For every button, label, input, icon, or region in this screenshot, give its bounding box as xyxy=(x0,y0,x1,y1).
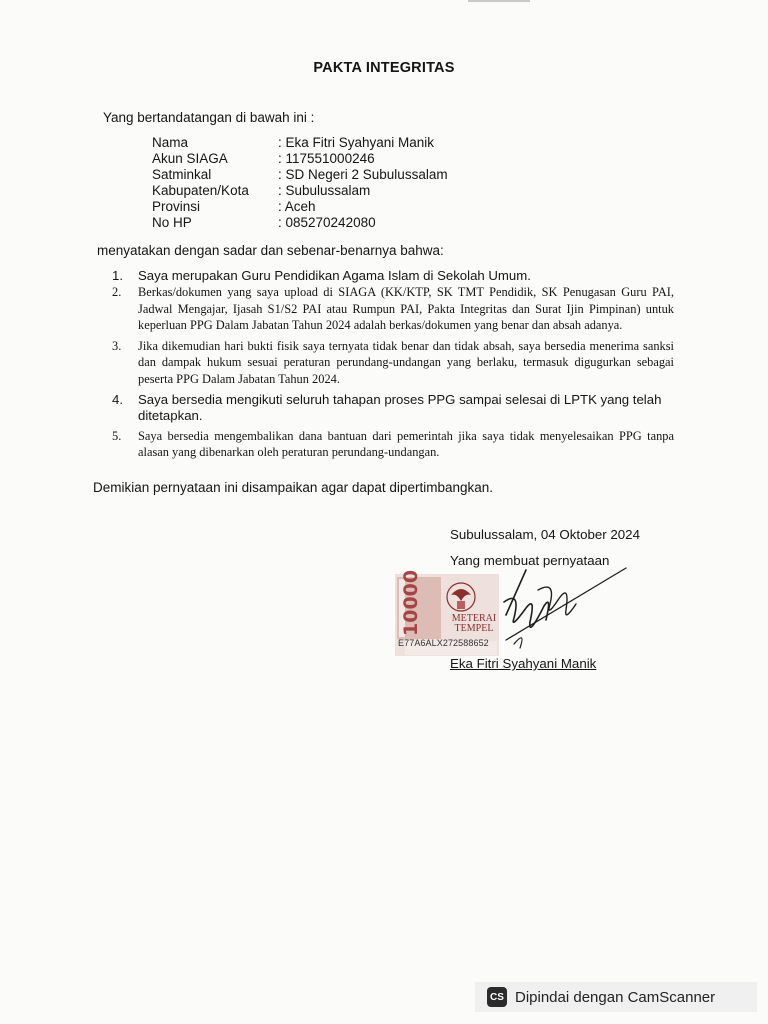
list-item xyxy=(112,284,674,334)
scanner-watermark-text: Dipindai dengan CamScanner xyxy=(515,988,716,1006)
point-number: 2. xyxy=(112,285,122,299)
list-item xyxy=(112,338,674,388)
identity-value: : SD Negeri 2 Subulussalam xyxy=(278,167,448,182)
point-number: 5. xyxy=(112,428,122,443)
identity-value: : Subulussalam xyxy=(278,183,371,198)
point-number: 1. xyxy=(112,268,123,283)
identity-row-provinsi xyxy=(152,199,448,215)
point-number: 4. xyxy=(112,391,123,407)
identity-value: : Eka Fitri Syahyani Manik xyxy=(278,135,435,150)
scan-edge-mark xyxy=(468,0,530,2)
document-title: PAKTA INTEGRITAS xyxy=(313,60,455,76)
maker-label: Yang membuat pernyataan xyxy=(450,553,610,568)
identity-label: Satminkal xyxy=(152,167,212,182)
statement-text: menyatakan dengan sadar dan sebenar-benarnya bahwa: xyxy=(97,243,444,258)
point-text: Saya bersedia mengikuti seluruh tahapan proses PPG sampai selesai di LPTK yang telah ditetapkan. xyxy=(138,391,662,423)
closing-text: Demikian pernyataan ini disampaikan agar dapat dipertimbangkan. xyxy=(93,480,493,495)
identity-row-kabupaten xyxy=(152,183,448,199)
identity-row-phone xyxy=(152,215,448,231)
statement-points xyxy=(112,268,674,461)
point-text: Jika dikemudian hari bukti fisik saya ternyata tidak benar dan tidak absah, saya bersedia menerima sanksi dan dampak hukum sesuai peraturan perundang-undangan yang berlaku, termasuk digugurkan sebagai peserta PPG Dalam Jabatan Tahun 2024. xyxy=(138,338,674,386)
scanner-watermark xyxy=(475,982,757,1012)
identity-row-name xyxy=(152,135,448,151)
point-number: 3. xyxy=(112,338,122,353)
stamp-label-line2: TEMPEL xyxy=(454,623,494,634)
list-item xyxy=(112,392,674,424)
signer-name: Eka Fitri Syahyani Manik xyxy=(450,656,597,671)
identity-value: : 117551000246 xyxy=(278,151,375,166)
identity-label: Akun SIAGA xyxy=(152,151,228,166)
point-text: Berkas/dokumen yang saya upload di SIAGA (KK/KTP, SK TMT Pendidik, SK Penugasan Guru PAI, Jadwal Mengajar, Ijasah S1/S2 PAI atau Rumpun PAI, Pakta Integritas dan Surat Ijin Pimpinan) untuk keperluan PPG Dalam Jabatan Tahun 2024 adalah berkas/dokumen yang benar dan absah adanya. xyxy=(138,285,674,333)
stamp-label-line1: METERAI xyxy=(451,613,497,624)
place-date: Subulussalam, 04 Oktober 2024 xyxy=(450,527,640,542)
identity-label: No HP xyxy=(152,215,192,230)
identity-label: Nama xyxy=(152,135,189,150)
identity-value: : Aceh xyxy=(278,199,316,214)
point-text: Saya merupakan Guru Pendidikan Agama Islam di Sekolah Umum. xyxy=(138,268,531,283)
list-item xyxy=(112,268,674,284)
stamp-serial: E77A6ALX272588652 xyxy=(398,638,489,648)
list-item xyxy=(112,428,674,461)
identity-block xyxy=(152,135,448,231)
stamp-value: 10000 xyxy=(400,569,422,636)
handwritten-signature-icon xyxy=(486,560,636,650)
identity-label: Kabupaten/Kota xyxy=(152,183,249,198)
identity-row-satminkal xyxy=(152,167,448,183)
point-text: Saya bersedia mengembalikan dana bantuan dari pemerintah jika saya tidak menyelesaikan PPG tanpa alasan yang dibenarkan oleh peraturan perundang-undangan. xyxy=(138,428,674,460)
identity-value: : 085270242080 xyxy=(278,215,376,230)
camscanner-icon: CS xyxy=(487,987,507,1007)
identity-label: Provinsi xyxy=(152,199,201,214)
identity-row-siaga xyxy=(152,151,448,167)
intro-text: Yang bertandatangan di bawah ini : xyxy=(103,110,315,125)
